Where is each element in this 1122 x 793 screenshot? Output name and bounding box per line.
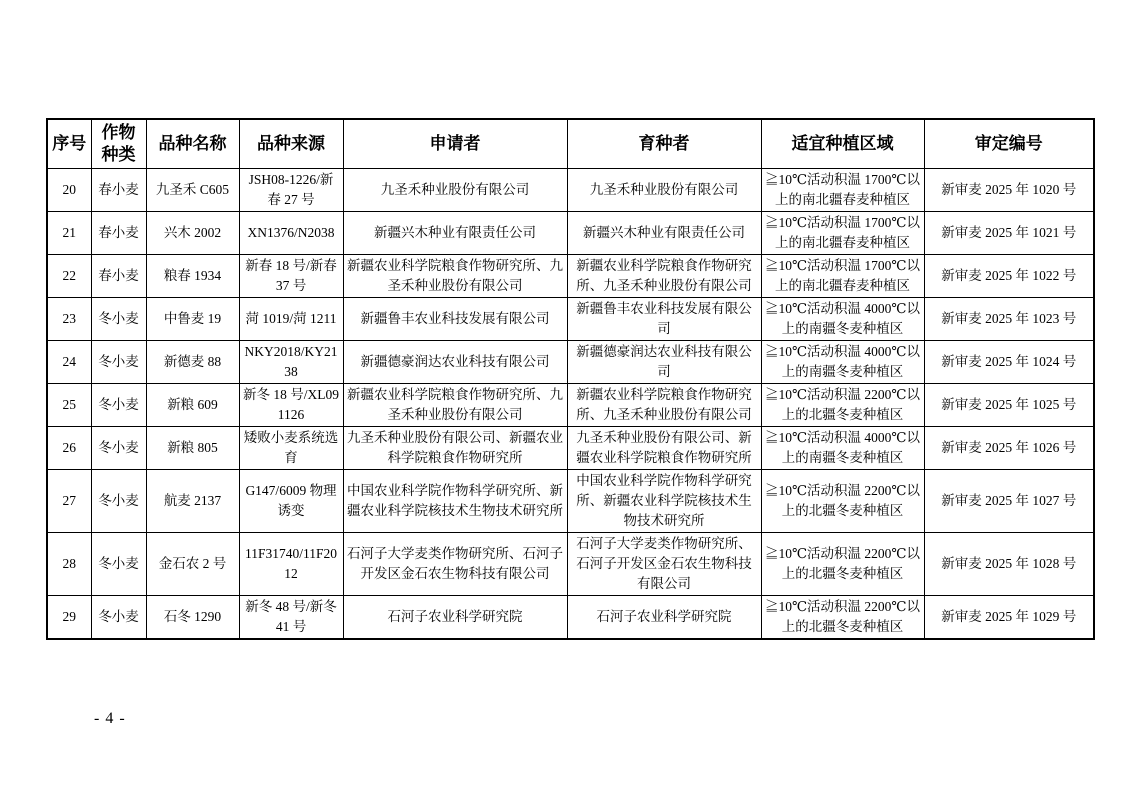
- cell-crop-type: 冬小麦: [91, 427, 146, 470]
- cell-suitable-planting-region: ≧10℃活动积温 4000℃以上的南疆冬麦种植区: [761, 341, 924, 384]
- cell-breeder: 九圣禾种业股份有限公司、新疆农业科学院粮食作物研究所: [567, 427, 761, 470]
- cell-serial-number: 27: [47, 470, 91, 533]
- cell-serial-number: 20: [47, 169, 91, 212]
- cell-variety-source: 11F31740/11F2012: [239, 533, 343, 596]
- cell-serial-number: 21: [47, 212, 91, 255]
- cell-crop-type: 春小麦: [91, 169, 146, 212]
- table-header: [47, 119, 1094, 169]
- cell-variety-source: XN1376/N2038: [239, 212, 343, 255]
- table-body: [47, 169, 1094, 640]
- cell-variety-source: 新春 18 号/新春 37 号: [239, 255, 343, 298]
- cell-variety-name: 中鲁麦 19: [146, 298, 239, 341]
- cell-approval-number: 新审麦 2025 年 1023 号: [924, 298, 1094, 341]
- cell-breeder: 新疆农业科学院粮食作物研究所、九圣禾种业股份有限公司: [567, 384, 761, 427]
- cell-applicant: 新疆兴木种业有限责任公司: [343, 212, 567, 255]
- table-row: [47, 427, 1094, 470]
- cell-variety-name: 兴木 2002: [146, 212, 239, 255]
- cell-crop-type: 冬小麦: [91, 470, 146, 533]
- cell-breeder: 新疆德豪润达农业科技有限公司: [567, 341, 761, 384]
- cell-suitable-planting-region: ≧10℃活动积温 2200℃以上的北疆冬麦种植区: [761, 470, 924, 533]
- cell-approval-number: 新审麦 2025 年 1024 号: [924, 341, 1094, 384]
- cell-serial-number: 28: [47, 533, 91, 596]
- cell-variety-name: 金石农 2 号: [146, 533, 239, 596]
- column-header-applicant: 申请者: [343, 119, 567, 169]
- cell-approval-number: 新审麦 2025 年 1022 号: [924, 255, 1094, 298]
- cell-serial-number: 26: [47, 427, 91, 470]
- cell-approval-number: 新审麦 2025 年 1026 号: [924, 427, 1094, 470]
- column-header-variety-source: 品种来源: [239, 119, 343, 169]
- table-row: [47, 470, 1094, 533]
- cell-applicant: 新疆农业科学院粮食作物研究所、九圣禾种业股份有限公司: [343, 255, 567, 298]
- column-header-breeder: 育种者: [567, 119, 761, 169]
- cell-breeder: 新疆兴木种业有限责任公司: [567, 212, 761, 255]
- variety-approval-table: [46, 118, 1095, 640]
- cell-applicant: 新疆鲁丰农业科技发展有限公司: [343, 298, 567, 341]
- cell-approval-number: 新审麦 2025 年 1020 号: [924, 169, 1094, 212]
- cell-variety-name: 九圣禾 C605: [146, 169, 239, 212]
- cell-approval-number: 新审麦 2025 年 1029 号: [924, 596, 1094, 640]
- page-number: - 4 -: [94, 710, 126, 727]
- column-header-serial-number: 序号: [47, 119, 91, 169]
- cell-applicant: 石河子农业科学研究院: [343, 596, 567, 640]
- cell-breeder: 新疆鲁丰农业科技发展有限公司: [567, 298, 761, 341]
- cell-applicant: 九圣禾种业股份有限公司、新疆农业科学院粮食作物研究所: [343, 427, 567, 470]
- cell-suitable-planting-region: ≧10℃活动积温 2200℃以上的北疆冬麦种植区: [761, 384, 924, 427]
- table-header-row: [47, 119, 1094, 169]
- cell-applicant: 九圣禾种业股份有限公司: [343, 169, 567, 212]
- cell-serial-number: 25: [47, 384, 91, 427]
- table-row: [47, 212, 1094, 255]
- cell-serial-number: 23: [47, 298, 91, 341]
- cell-serial-number: 22: [47, 255, 91, 298]
- cell-suitable-planting-region: ≧10℃活动积温 1700℃以上的南北疆春麦种植区: [761, 255, 924, 298]
- cell-suitable-planting-region: ≧10℃活动积温 1700℃以上的南北疆春麦种植区: [761, 212, 924, 255]
- cell-applicant: 新疆德豪润达农业科技有限公司: [343, 341, 567, 384]
- column-header-suitable-planting-region: 适宜种植区域: [761, 119, 924, 169]
- cell-variety-source: JSH08-1226/新春 27 号: [239, 169, 343, 212]
- cell-variety-name: 新粮 805: [146, 427, 239, 470]
- cell-variety-name: 粮春 1934: [146, 255, 239, 298]
- table-row: [47, 341, 1094, 384]
- column-header-variety-name: 品种名称: [146, 119, 239, 169]
- cell-crop-type: 冬小麦: [91, 298, 146, 341]
- table-row: [47, 596, 1094, 640]
- cell-variety-name: 新粮 609: [146, 384, 239, 427]
- cell-variety-source: 新冬 48 号/新冬 41 号: [239, 596, 343, 640]
- table-row: [47, 384, 1094, 427]
- cell-suitable-planting-region: ≧10℃活动积温 2200℃以上的北疆冬麦种植区: [761, 533, 924, 596]
- table-row: [47, 255, 1094, 298]
- cell-applicant: 新疆农业科学院粮食作物研究所、九圣禾种业股份有限公司: [343, 384, 567, 427]
- cell-breeder: 九圣禾种业股份有限公司: [567, 169, 761, 212]
- cell-variety-source: 菏 1019/菏 1211: [239, 298, 343, 341]
- cell-applicant: 石河子大学麦类作物研究所、石河子开发区金石农生物科技有限公司: [343, 533, 567, 596]
- cell-approval-number: 新审麦 2025 年 1025 号: [924, 384, 1094, 427]
- cell-approval-number: 新审麦 2025 年 1027 号: [924, 470, 1094, 533]
- cell-variety-name: 石冬 1290: [146, 596, 239, 640]
- cell-suitable-planting-region: ≧10℃活动积温 4000℃以上的南疆冬麦种植区: [761, 427, 924, 470]
- cell-crop-type: 春小麦: [91, 255, 146, 298]
- cell-suitable-planting-region: ≧10℃活动积温 4000℃以上的南疆冬麦种植区: [761, 298, 924, 341]
- column-header-crop-type: 作物种类: [91, 119, 146, 169]
- cell-crop-type: 冬小麦: [91, 533, 146, 596]
- cell-crop-type: 春小麦: [91, 212, 146, 255]
- cell-variety-name: 新德麦 88: [146, 341, 239, 384]
- table-row: [47, 298, 1094, 341]
- column-header-approval-number: 审定编号: [924, 119, 1094, 169]
- cell-variety-source: 新冬 18 号/XL091126: [239, 384, 343, 427]
- cell-crop-type: 冬小麦: [91, 384, 146, 427]
- cell-breeder: 中国农业科学院作物科学研究所、新疆农业科学院核技术生物技术研究所: [567, 470, 761, 533]
- cell-applicant: 中国农业科学院作物科学研究所、新疆农业科学院核技术生物技术研究所: [343, 470, 567, 533]
- cell-breeder: 石河子大学麦类作物研究所、石河子开发区金石农生物科技有限公司: [567, 533, 761, 596]
- cell-variety-source: 矮败小麦系统选育: [239, 427, 343, 470]
- cell-variety-name: 航麦 2137: [146, 470, 239, 533]
- cell-approval-number: 新审麦 2025 年 1021 号: [924, 212, 1094, 255]
- cell-crop-type: 冬小麦: [91, 341, 146, 384]
- cell-variety-source: NKY2018/KY2138: [239, 341, 343, 384]
- cell-approval-number: 新审麦 2025 年 1028 号: [924, 533, 1094, 596]
- cell-breeder: 新疆农业科学院粮食作物研究所、九圣禾种业股份有限公司: [567, 255, 761, 298]
- cell-suitable-planting-region: ≧10℃活动积温 1700℃以上的南北疆春麦种植区: [761, 169, 924, 212]
- table-row: [47, 533, 1094, 596]
- cell-variety-source: G147/6009 物理诱变: [239, 470, 343, 533]
- cell-breeder: 石河子农业科学研究院: [567, 596, 761, 640]
- cell-serial-number: 24: [47, 341, 91, 384]
- cell-suitable-planting-region: ≧10℃活动积温 2200℃以上的北疆冬麦种植区: [761, 596, 924, 640]
- cell-crop-type: 冬小麦: [91, 596, 146, 640]
- cell-serial-number: 29: [47, 596, 91, 640]
- table-row: [47, 169, 1094, 212]
